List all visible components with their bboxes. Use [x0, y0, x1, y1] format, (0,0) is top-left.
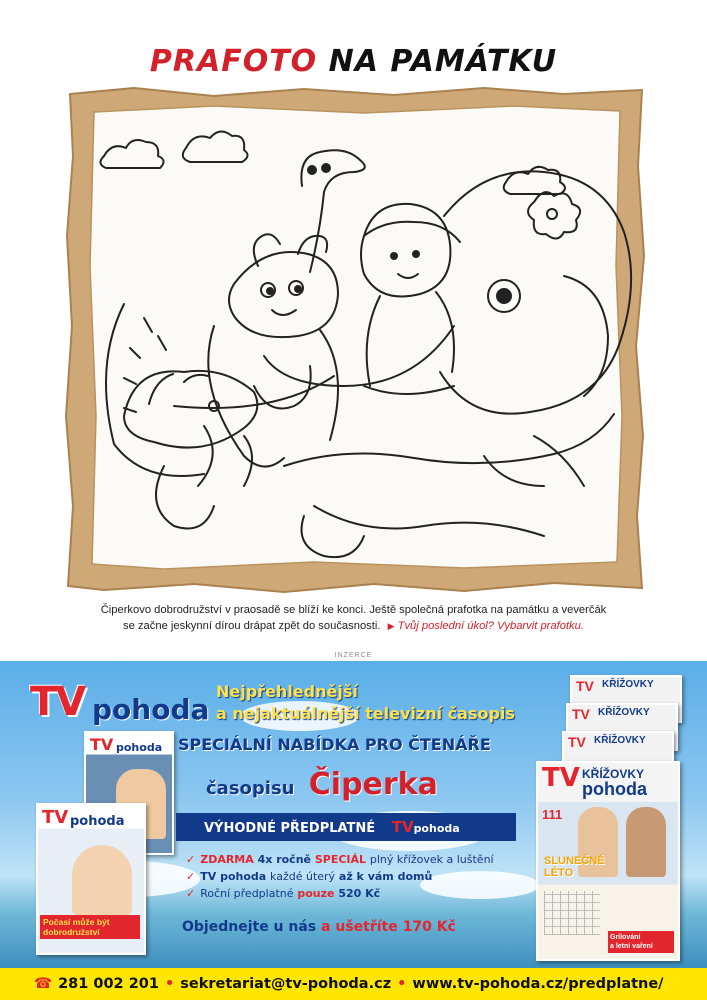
- benefit2-a: TV pohoda: [200, 870, 267, 883]
- magazine-cover-front: [36, 803, 146, 955]
- benefits-list: [186, 851, 494, 902]
- mag-logo-tv: TV: [90, 735, 114, 754]
- stack-tv: TV: [568, 734, 586, 750]
- stack-krizovky: KŘÍŽOVKY: [598, 707, 650, 718]
- ad-magazine-line: [206, 767, 438, 802]
- front-111: 111: [542, 807, 563, 822]
- benefit3-c: 520 Kč: [338, 887, 381, 900]
- benefit1-c: SPECIÁL: [314, 853, 367, 866]
- band-text: VÝHODNÉ PŘEDPLATNÉ: [204, 821, 376, 836]
- ciperka-name: Čiperka: [308, 767, 438, 802]
- benefit1-b: 4x ročně: [257, 853, 311, 866]
- logo-pohoda: pohoda: [92, 693, 210, 726]
- caption-line2-text: se začne jeskynní dírou drápat zpět do současnosti.: [123, 620, 381, 632]
- front-leto: LÉTO: [544, 867, 574, 879]
- ad-label: INZERCE: [334, 652, 373, 659]
- ad-headline: SPECIÁLNÍ NABÍDKA PRO ČTENÁŘE: [178, 735, 491, 754]
- tagline-line1: Nejpřehlednější: [216, 682, 358, 701]
- title-part2: NA PAMÁTKU: [328, 44, 558, 79]
- mag-dobro: dobrodružství: [43, 927, 100, 937]
- benefit3-b: pouze: [297, 887, 335, 900]
- arrow-icon: ▶: [387, 621, 395, 631]
- band-logo-tv: TV: [391, 818, 414, 836]
- subscription-band: [176, 813, 516, 841]
- page-title: [0, 44, 707, 79]
- front-grilovani-line1: Grilování: [610, 934, 641, 941]
- mag-logo-tv: TV: [42, 807, 69, 828]
- caption-line1: Čiperkovo dobrodružství v praosadě se blíží ke konci. Ještě společná prafotka na památku a veverčák: [100, 604, 607, 616]
- stack-krizovky: KŘÍŽOVKY: [594, 735, 646, 746]
- krizovky-cover-front: [536, 761, 680, 961]
- mag-portrait: [72, 845, 132, 915]
- front-grilovani-line2: a letní vaření: [610, 943, 653, 950]
- caption-task: Tvůj poslední úkol? Vybarvit prafotku.: [397, 620, 584, 632]
- email-link[interactable]: sekretariat@tv-pohoda.cz: [180, 976, 392, 992]
- front-krizovky: KŘÍŽOVKY: [582, 767, 645, 781]
- title-part1: PRAFOTO: [149, 44, 318, 79]
- separator-dot: •: [397, 976, 407, 992]
- order-a: Objednejte u nás: [182, 919, 317, 935]
- order-line: [182, 919, 456, 935]
- separator-dot: •: [164, 976, 175, 992]
- front-grilovani: [608, 931, 674, 953]
- caption: [60, 602, 647, 634]
- mag-logo-pohoda: pohoda: [70, 814, 125, 829]
- check-icon: ✓: [186, 887, 196, 900]
- logo-tv: TV: [30, 679, 85, 725]
- contact-footer: [0, 968, 707, 1000]
- tagline-line2: a nejaktuálnější televizní časopis: [216, 704, 515, 723]
- benefit1-d: plný křížovek a luštění: [369, 853, 494, 866]
- casopisu-text: časopisu: [206, 778, 295, 799]
- order-b: a ušetříte 170 Kč: [321, 919, 456, 935]
- phone-icon: ☎: [34, 976, 53, 992]
- cover-person-right: [626, 807, 666, 877]
- tv-pohoda-logo: [30, 679, 220, 727]
- stack-tv: TV: [572, 706, 590, 722]
- coloring-illustration: [64, 86, 647, 594]
- band-logo: [392, 813, 460, 843]
- advertisement: [0, 661, 707, 968]
- mag-logo-pohoda: pohoda: [116, 741, 163, 754]
- benefit-item: [186, 851, 494, 868]
- benefit-item: [186, 885, 494, 902]
- check-icon: ✓: [186, 853, 196, 866]
- ad-tagline: [216, 681, 515, 725]
- front-slunecne: SLUNEČNÉ: [544, 855, 605, 867]
- stack-krizovky: KŘÍŽOVKY: [602, 679, 654, 690]
- benefit2-c: až k vám domů: [338, 870, 433, 883]
- check-icon: ✓: [186, 870, 196, 883]
- band-logo-pohoda: pohoda: [413, 822, 460, 835]
- front-tv: TV: [542, 763, 580, 793]
- crossword-grid: [544, 891, 600, 935]
- benefit2-b: každé úterý: [270, 870, 336, 883]
- phone-number[interactable]: 281 002 201: [58, 976, 159, 992]
- benefit-item: [186, 868, 494, 885]
- mag-headline: [40, 915, 140, 939]
- web-link[interactable]: www.tv-pohoda.cz/predplatne/: [412, 976, 664, 992]
- benefit3-a: Roční předplatné: [200, 887, 294, 900]
- caption-line2: [60, 618, 647, 634]
- stack-tv: TV: [576, 678, 594, 694]
- front-pohoda: pohoda: [582, 779, 647, 799]
- benefit1-a: ZDARMA: [200, 853, 254, 866]
- front-slunecne-leto: [544, 855, 605, 879]
- mag-pocasi: Počasí může být: [43, 917, 110, 927]
